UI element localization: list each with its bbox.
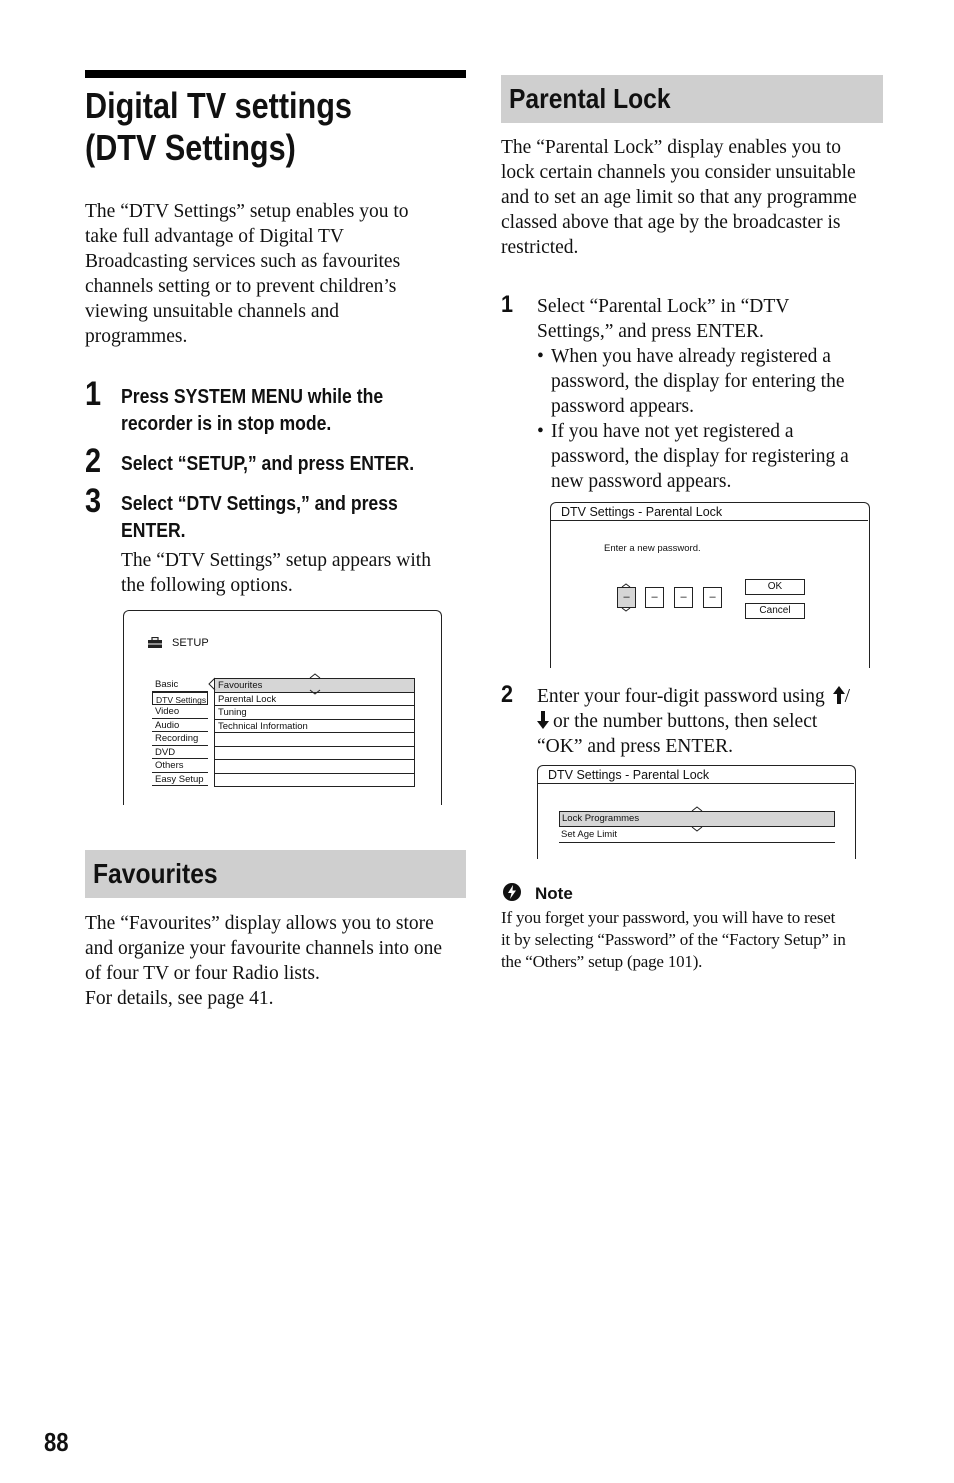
step-number: 2 bbox=[85, 442, 102, 480]
category-label: Recording bbox=[155, 733, 199, 744]
bullet-line: If you have not yet registered a bbox=[551, 421, 794, 442]
bullet-dot: • bbox=[537, 346, 544, 367]
category-list bbox=[152, 678, 208, 788]
chevron-down-icon bbox=[309, 689, 321, 695]
digit-value: – bbox=[651, 591, 658, 603]
password-digit-3[interactable] bbox=[674, 587, 693, 608]
favourites-line: For details, see page 41. bbox=[85, 988, 274, 1009]
option-item[interactable] bbox=[215, 747, 414, 761]
bullet-line: password, the display for entering the bbox=[551, 371, 845, 392]
category-label: Others bbox=[155, 760, 184, 771]
screen-title-divider bbox=[551, 520, 868, 521]
step-number: 1 bbox=[85, 375, 102, 413]
note-line: If you forget your password, you will have to reset bbox=[501, 908, 836, 927]
step-note bbox=[121, 548, 466, 598]
screen-title: DTV Settings - Parental Lock bbox=[561, 505, 723, 519]
intro-line: channels setting or to prevent children’s bbox=[85, 276, 397, 297]
note-text bbox=[501, 907, 891, 973]
category-label: Basic bbox=[155, 679, 179, 690]
step-text bbox=[537, 294, 883, 344]
step-line-text: or the number buttons, then select bbox=[553, 711, 818, 732]
option-item[interactable] bbox=[215, 706, 414, 720]
category-item-selected[interactable] bbox=[152, 692, 208, 706]
intro-line: The “DTV Settings” setup enables you to bbox=[85, 201, 409, 222]
bullet-text bbox=[551, 419, 881, 494]
step-number: 3 bbox=[85, 482, 102, 520]
parental-intro-line: classed above that age by the broadcaster is bbox=[501, 212, 841, 233]
step-text bbox=[121, 491, 398, 545]
option-item[interactable] bbox=[215, 720, 414, 734]
note-icon bbox=[502, 882, 522, 902]
parental-intro-line: restricted. bbox=[501, 237, 579, 258]
step-note-line: the following options. bbox=[121, 575, 293, 596]
chevron-up-icon bbox=[309, 673, 321, 679]
toolbox-icon bbox=[147, 637, 163, 649]
password-digit-2[interactable] bbox=[645, 587, 664, 608]
ok-button[interactable]: OK bbox=[745, 579, 805, 595]
intro-line: take full advantage of Digital TV bbox=[85, 226, 345, 247]
title-rule bbox=[85, 70, 466, 78]
step-line: Press SYSTEM MENU while the bbox=[121, 386, 384, 408]
intro-line: programmes. bbox=[85, 326, 188, 347]
step-text bbox=[121, 384, 383, 438]
category-item[interactable] bbox=[152, 746, 208, 760]
password-digit-1[interactable] bbox=[617, 587, 636, 608]
bullet-line: password appears. bbox=[551, 396, 694, 417]
option-item[interactable] bbox=[215, 733, 414, 747]
digit-value: – bbox=[623, 591, 630, 603]
step-line-text: Enter your four-digit password using bbox=[537, 686, 825, 707]
step-line bbox=[537, 709, 883, 734]
intro-line: Broadcasting services such as favourites bbox=[85, 251, 401, 272]
parental-lock-menu-screen bbox=[537, 765, 856, 859]
favourites-paragraph bbox=[85, 911, 475, 1011]
option-label: Favourites bbox=[218, 680, 263, 691]
intro-line: viewing unsuitable channels and bbox=[85, 301, 339, 322]
note-line: the “Others” setup (page 101). bbox=[501, 952, 703, 971]
step-text bbox=[537, 684, 883, 759]
step-line: ENTER. bbox=[121, 520, 186, 542]
cancel-button[interactable]: Cancel bbox=[745, 603, 805, 619]
category-item[interactable] bbox=[152, 678, 208, 692]
parental-intro-line: and to set an age limit so that any programme bbox=[501, 187, 857, 208]
favourites-line: of four TV or four Radio lists. bbox=[85, 963, 320, 984]
slash-separator: / bbox=[844, 686, 851, 707]
page-title-line1: Digital TV settings bbox=[85, 85, 352, 126]
option-label: Parental Lock bbox=[218, 693, 277, 705]
parental-intro-line: The “Parental Lock” display enables you to bbox=[501, 137, 842, 158]
step-line: Select “Parental Lock” in “DTV bbox=[537, 296, 790, 317]
step-note-line: The “DTV Settings” setup appears with bbox=[121, 550, 431, 571]
screen-title: DTV Settings - Parental Lock bbox=[548, 768, 710, 782]
step-line: “OK” and press ENTER. bbox=[537, 736, 734, 757]
digit-value: – bbox=[680, 591, 687, 603]
page-title bbox=[85, 85, 352, 169]
setup-title: SETUP bbox=[172, 637, 209, 649]
step-line: Select “DTV Settings,” and press bbox=[121, 493, 398, 515]
category-label: Easy Setup bbox=[155, 773, 204, 785]
chevron-left-icon bbox=[208, 677, 216, 691]
category-label: Video bbox=[155, 706, 180, 717]
bullet-line: new password appears. bbox=[551, 471, 732, 492]
chevron-down-icon bbox=[691, 826, 703, 832]
category-label: Audio bbox=[155, 719, 180, 731]
arrow-up-icon bbox=[833, 686, 845, 704]
digit-value: – bbox=[709, 591, 716, 603]
password-screen bbox=[550, 502, 870, 668]
step-number: 1 bbox=[501, 291, 514, 318]
setup-screen bbox=[123, 610, 442, 805]
menu-item-lock-programmes[interactable] bbox=[559, 811, 835, 827]
category-item[interactable] bbox=[152, 705, 208, 719]
page-number: 88 bbox=[44, 1427, 69, 1457]
step-line: Settings,” and press ENTER. bbox=[537, 321, 764, 342]
option-item[interactable] bbox=[215, 760, 414, 774]
step-text bbox=[121, 451, 414, 478]
option-label: Technical Information bbox=[218, 720, 308, 732]
page-title-line2: (DTV Settings) bbox=[85, 127, 296, 168]
menu-item-label: Lock Programmes bbox=[562, 813, 640, 824]
menu-item-label: Set Age Limit bbox=[561, 829, 617, 840]
bullet-text bbox=[551, 344, 881, 419]
bullet-item bbox=[537, 344, 883, 419]
chevron-up-icon bbox=[691, 806, 703, 812]
chevron-down-icon bbox=[621, 607, 631, 612]
bullet-dot: • bbox=[537, 421, 544, 442]
category-label: DTV Settings bbox=[156, 694, 207, 705]
option-label: Tuning bbox=[218, 707, 247, 718]
note-line: it by selecting “Password” of the “Factory Setup” in bbox=[501, 930, 846, 949]
arrow-down-icon bbox=[537, 711, 549, 729]
password-prompt: Enter a new password. bbox=[604, 543, 701, 554]
parental-intro-line: lock certain channels you consider unsuitable bbox=[501, 162, 856, 183]
favourites-line: and organize your favourite channels into one bbox=[85, 938, 443, 959]
category-label: DVD bbox=[155, 746, 176, 758]
chevron-up-icon bbox=[621, 583, 631, 588]
parental-lock-intro bbox=[501, 135, 883, 260]
step-line: Select “SETUP,” and press ENTER. bbox=[121, 453, 415, 475]
bullet-item bbox=[537, 419, 883, 494]
bullet-line: When you have already registered a bbox=[551, 346, 831, 367]
category-item[interactable] bbox=[152, 773, 208, 787]
note-heading: Note bbox=[535, 884, 573, 903]
step-line: recorder is in stop mode. bbox=[121, 413, 332, 435]
password-digit-4[interactable] bbox=[703, 587, 722, 608]
screen-title-divider bbox=[538, 783, 854, 784]
step-number: 2 bbox=[501, 681, 514, 708]
category-item[interactable] bbox=[152, 732, 208, 746]
bullet-line: password, the display for registering a bbox=[551, 446, 849, 467]
category-item[interactable] bbox=[152, 719, 208, 733]
favourites-heading: Favourites bbox=[93, 858, 218, 889]
favourites-line: The “Favourites” display allows you to store bbox=[85, 913, 434, 934]
category-item[interactable] bbox=[152, 759, 208, 773]
parental-lock-heading: Parental Lock bbox=[509, 83, 671, 114]
step-line bbox=[537, 684, 883, 709]
intro-paragraph bbox=[85, 199, 466, 349]
